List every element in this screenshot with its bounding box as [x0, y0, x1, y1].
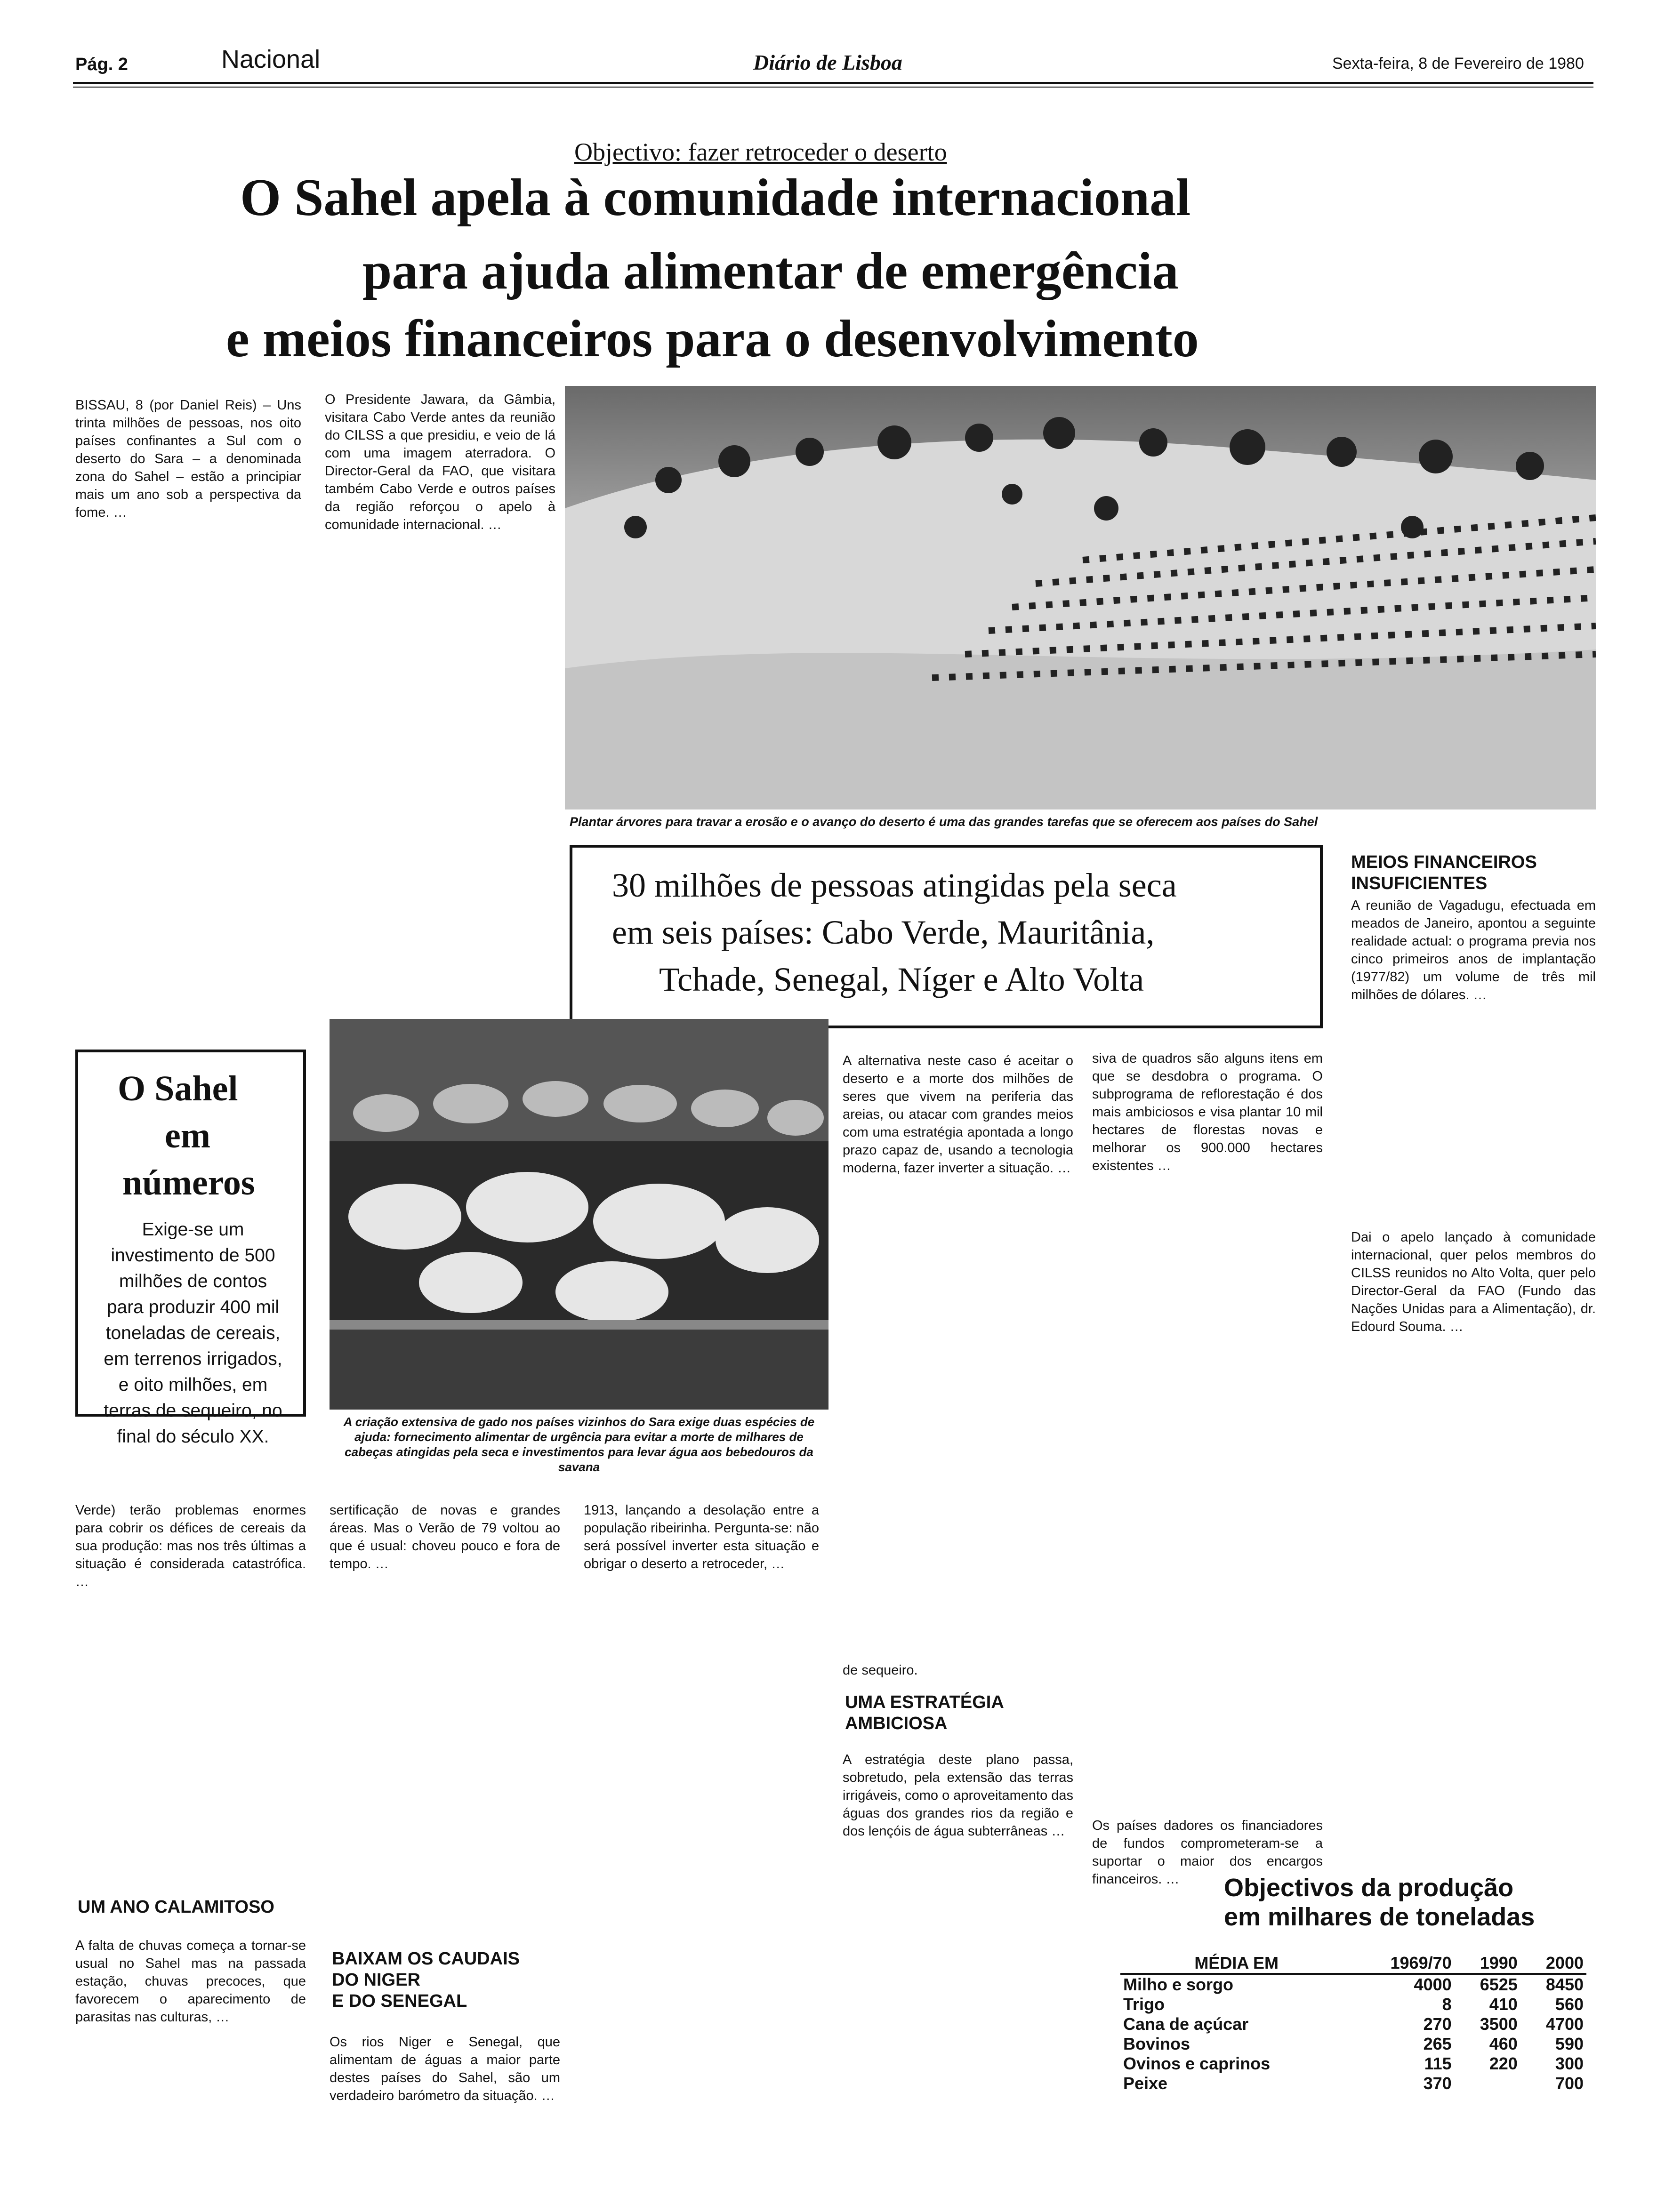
- table-cell: 700: [1555, 2074, 1584, 2093]
- photo-tree-planting: [565, 386, 1596, 809]
- body-column-1-top: BISSAU, 8 (por Daniel Reis) – Uns trinta milhões de pessoas, nos oito países confinantes a Sul com o deserto do Sara – a denominada zona do Sahel – estão a principiar mais um ano sob a perspectiva da fome. …: [75, 398, 301, 520]
- body-column-2-bottom-2: Os rios Niger e Senegal, que alimentam de águas a maior parte destes países do Sahel, são um verdadeiro barómetro da situação. …: [330, 2035, 560, 2103]
- issue-date: Sexta-feira, 8 de Fevereiro de 1980: [1332, 55, 1584, 72]
- table-cell: Peixe: [1123, 2074, 1168, 2093]
- table-cell: Milho e sorgo: [1123, 1975, 1233, 1994]
- table-row: [1120, 2014, 1586, 2034]
- body-column-2-top: O Presidente Jawara, da Gâmbia, visitara Cabo Verde antes da reunião do CILSS a que presidiu, e veio de lá com uma imagem aterradora. O Director-Geral da FAO, que visitara também Cabo Verde e outros países da região reforçou o apelo à comunidade internacional. …: [325, 392, 555, 532]
- masthead-rule: [73, 82, 1593, 84]
- sahel-box-text: Exige-se um investimento de 500 milhões de contos para produzir 400 mil toneladas de cereais, em terrenos irrigados, e oito milhões, em terras de sequeiro, no final do século XX.: [104, 1219, 282, 1447]
- section-heading-meios-1: MEIOS FINANCEIROS: [1351, 852, 1537, 872]
- kicker: Objectivo: fazer retroceder o deserto: [574, 138, 947, 166]
- table-cell: 4000: [1414, 1975, 1452, 1994]
- body-column-1-bottom-2: A falta de chuvas começa a tornar-se usual no Sahel mas na passada estação, chuvas precoces, que favorecem o aparecimento de parasitas nas culturas, …: [75, 1938, 306, 2025]
- photo-caption-trees: Plantar árvores para travar a erosão e o avanço do deserto é uma das grandes tarefas que se oferecem aos países do Sahel: [570, 815, 1318, 829]
- table-cell: Trigo: [1123, 1995, 1165, 2014]
- table-cell: 4700: [1545, 2014, 1584, 2034]
- table-cell: 270: [1423, 2014, 1452, 2034]
- section-heading-caudais-3: E DO SENEGAL: [332, 1991, 467, 2011]
- photo-cattle: [330, 1019, 828, 1410]
- table-row: [1120, 1995, 1586, 2014]
- subhead-line-1: 30 milhões de pessoas atingidas pela seca: [612, 866, 1177, 904]
- table-cell: 8: [1442, 1995, 1452, 2014]
- table-cell: 300: [1555, 2054, 1584, 2073]
- section-heading-caudais-1: BAIXAM OS CAUDAIS: [332, 1949, 520, 1969]
- production-table: [1120, 1953, 1586, 2093]
- table-row: [1120, 2054, 1586, 2074]
- photo-caption-cattle: A criação extensiva de gado nos países vizinhos do Sara exige duas espécies de ajuda: fornecimento alimentar de urgência para evitar a morte de milhares de cabeças atingidas pela seca e investimentos para levar água aos bebedouros da savana: [343, 1415, 815, 1474]
- body-column-3-bottom: 1913, lançando a desolação entre a população ribeirinha. Pergunta-se: não será possível inverter esta situação e obrigar o deserto a retroceder, …: [584, 1503, 819, 1571]
- table-title-2: em milhares de toneladas: [1224, 1903, 1535, 1931]
- masthead-rule-thin: [73, 87, 1593, 88]
- table-row: [1120, 2074, 1586, 2093]
- table-cell: 460: [1489, 2034, 1518, 2053]
- body-column-4-top: A alternativa neste caso é aceitar o deserto e a morte dos milhões de seres que vivem na periferia das areias, ou atacar com grandes meios com uma estratégia apontada a longo prazo capaz de, usando a tecnologia moderna, fazer inverter a situação. …: [843, 1053, 1073, 1176]
- body-column-2-bottom: sertificação de novas e grandes áreas. Mas o Verão de 79 voltou ao que é usual: choveu pouco e fora de tempo. …: [330, 1503, 560, 1571]
- section-heading-meios-2: INSUFICIENTES: [1351, 874, 1488, 893]
- sahel-box-title-1: O Sahel: [118, 1069, 238, 1108]
- body-column-4-bottom: de sequeiro.: [843, 1663, 918, 1678]
- table-cell: 560: [1555, 1995, 1584, 2014]
- body-column-4-bottom-2: A estratégia deste plano passa, sobretudo, pela extensão das terras irrigáveis, como o aproveitamento das águas dos grandes rios da região e dos lençóis de água subterrâneas …: [843, 1752, 1073, 1839]
- table-cell: [1455, 2074, 1520, 2093]
- table-header-row: [1120, 1953, 1586, 1974]
- production-table-box: [1111, 1864, 1596, 2170]
- page-number: Pág. 2: [75, 55, 128, 74]
- table-cell: 220: [1489, 2054, 1518, 2073]
- section-label: Nacional: [221, 45, 321, 73]
- sahel-box-title-2: em: [165, 1116, 211, 1155]
- headline-line-3: e meios financeiros para o desenvolvimento: [226, 310, 1199, 368]
- table-title-1: Objectivos da produção: [1224, 1874, 1514, 1902]
- headline-line-2: para ajuda alimentar de emergência: [362, 242, 1179, 300]
- table-cell: Cana de açúcar: [1123, 2014, 1249, 2034]
- table-cell: Bovinos: [1123, 2034, 1190, 2053]
- table-cell: 8450: [1545, 1975, 1584, 1994]
- table-cell: 265: [1423, 2034, 1452, 2053]
- newspaper-name: Diário de Lisboa: [753, 50, 902, 74]
- table-cell: 410: [1489, 1995, 1518, 2014]
- table-row: [1120, 1974, 1586, 1995]
- table-cell: 590: [1555, 2034, 1584, 2053]
- subhead-line-2: em seis países: Cabo Verde, Mauritânia,: [612, 914, 1155, 951]
- section-heading-calamitoso: UM ANO CALAMITOSO: [78, 1897, 274, 1917]
- table-cell: 6525: [1480, 1975, 1518, 1994]
- body-column-1-bottom: Verde) terão problemas enormes para cobrir os défices de cereais da sua produção: mas nos três últimas a situação é considerada catastrófica. …: [75, 1503, 306, 1589]
- subhead-line-3: Tchade, Senegal, Níger e Alto Volta: [659, 961, 1144, 998]
- table-header-cell: 2000: [1545, 1953, 1584, 1972]
- table-cell: 370: [1423, 2074, 1452, 2093]
- body-column-right-top: A reunião de Vagadugu, efectuada em meados de Janeiro, apontou a seguinte realidade actual: o programa previa nos cinco primeiros anos de implantação (1977/82) um volume de três mil milhões de dólares. …: [1351, 898, 1596, 1002]
- table-header-cell: 1990: [1480, 1953, 1518, 1972]
- table-header-cell: 1969/70: [1390, 1953, 1452, 1972]
- table-cell: 3500: [1480, 2014, 1518, 2034]
- table-cell: 115: [1424, 2054, 1452, 2073]
- table-cell: Ovinos e caprinos: [1123, 2054, 1271, 2073]
- section-heading-estrategia-2: AMBICIOSA: [845, 1714, 948, 1733]
- table-row: [1120, 2034, 1586, 2054]
- section-heading-caudais-2: DO NIGER: [332, 1970, 420, 1990]
- section-heading-estrategia-1: UMA ESTRATÉGIA: [845, 1692, 1004, 1712]
- table-header-cell: MÉDIA EM: [1194, 1953, 1279, 1972]
- body-column-6-bottom: Dai o apelo lançado à comunidade internacional, quer pelos membros do CILSS reunidos no Alto Volta, quer pelo Director-Geral da FAO (Fundo das Nações Unidas para a Alimentação), dr. Edourd Souma. …: [1351, 1230, 1596, 1334]
- body-column-5-bottom: Os países dadores os financiadores de fundos comprometeram-se a suportar o maior dos encargos financeiros. …: [1092, 1818, 1323, 1887]
- body-column-5-top: siva de quadros são alguns itens em que se desdobra o programa. O subprograma de reflorestação é dos mais ambiciosos e visa plantar 10 mil hectares de florestas novas e melhorar os 900.000 hectares existentes …: [1092, 1051, 1323, 1173]
- sahel-box-title-3: números: [122, 1163, 255, 1202]
- headline-line-1: O Sahel apela à comunidade internacional: [240, 168, 1191, 227]
